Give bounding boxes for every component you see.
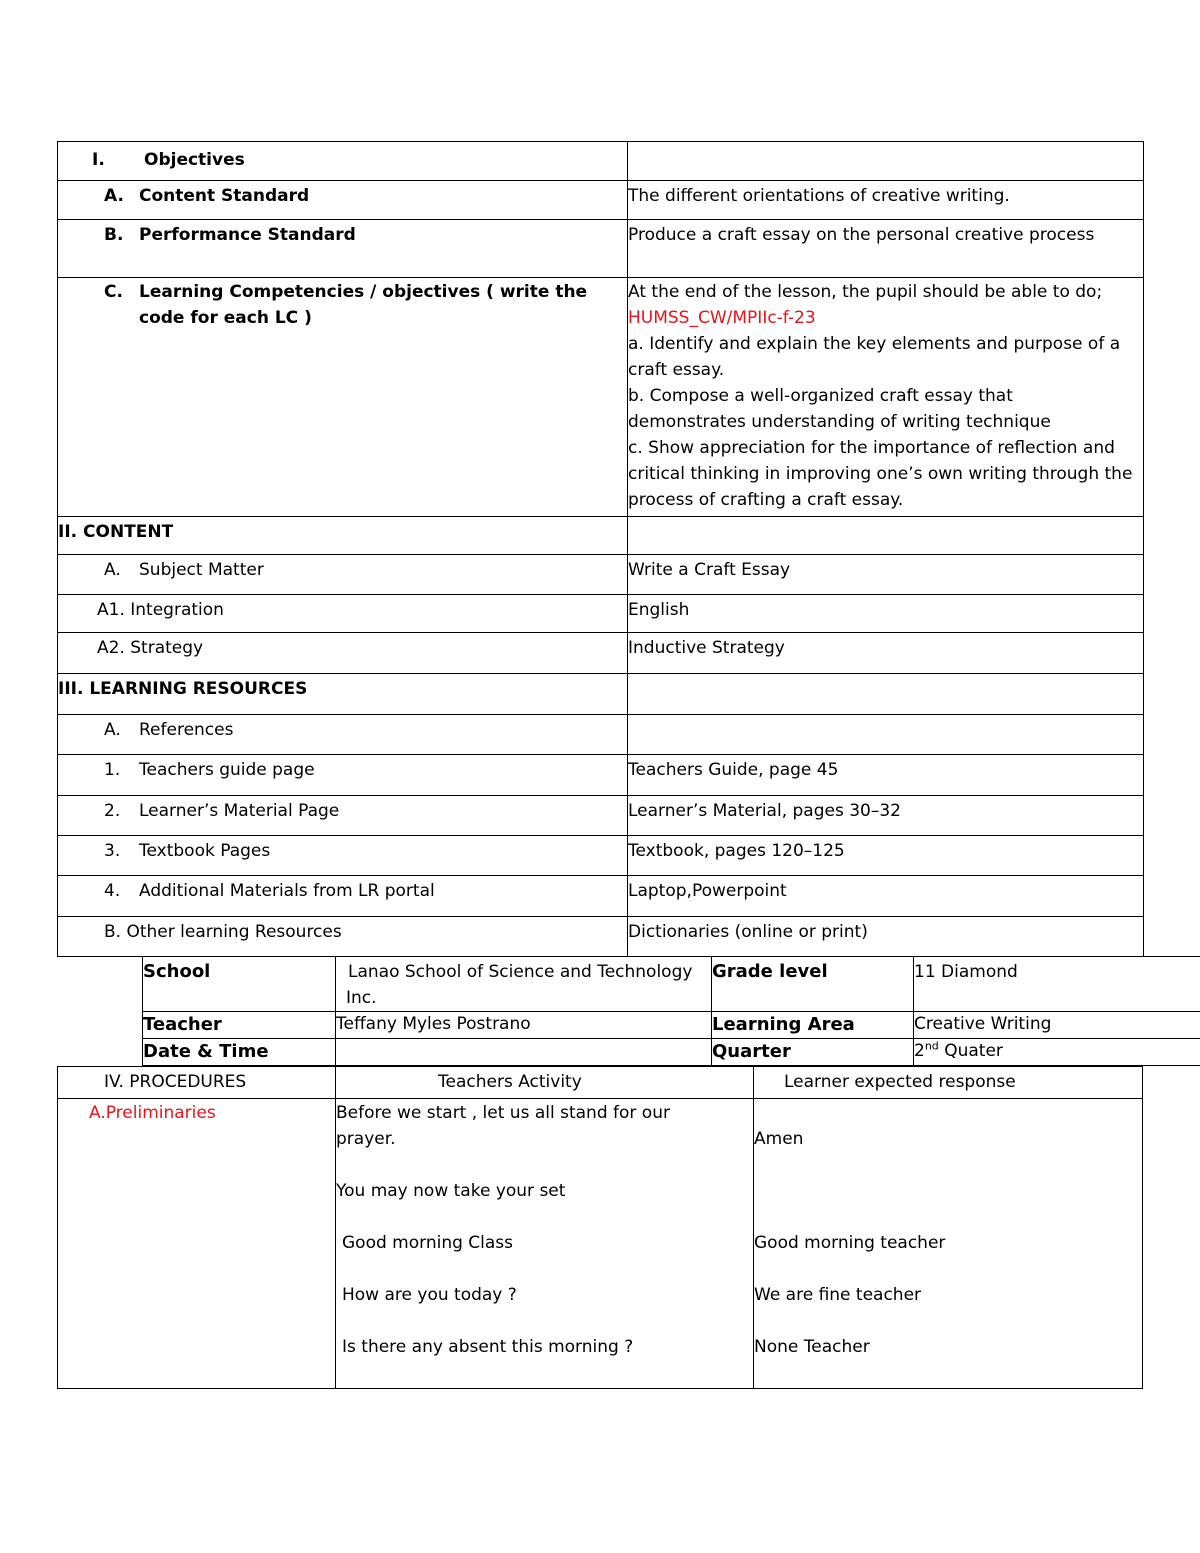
teachers-activity-cell <box>336 1099 754 1389</box>
objectives-row <box>58 142 1144 181</box>
quarter-ordinal: nd <box>924 1039 939 1053</box>
preliminaries-label: A.Preliminaries <box>58 1099 336 1389</box>
references-row <box>58 715 1144 755</box>
preliminaries-row <box>58 1099 1143 1389</box>
competencies-letter: C. <box>104 282 123 302</box>
performance-standard-row <box>58 220 1144 278</box>
subject-matter-value: Write a Craft Essay <box>628 555 1144 595</box>
content-heading: II. CONTENT <box>58 517 628 555</box>
performance-standard-value: Produce a craft essay on the personal creative process <box>628 220 1144 278</box>
resource-row <box>58 876 1144 917</box>
objectives-heading: Objectives <box>144 150 245 170</box>
learner-line: Amen <box>754 1129 804 1149</box>
resource-number: 3. <box>104 841 121 861</box>
quarter-label: Quarter <box>712 1039 914 1066</box>
procedures-header-row <box>58 1067 1143 1099</box>
teacher-value: Teffany Myles Postrano <box>336 1012 712 1039</box>
objective-b: b. Compose a well-organized craft essay that demonstrates understanding of writing technique <box>628 386 1051 432</box>
competencies-label: Learning Competencies / objectives ( write the code for each LC ) <box>139 282 588 328</box>
procedures-heading: IV. PROCEDURES <box>58 1067 336 1099</box>
strategy-value: Inductive Strategy <box>628 633 1144 674</box>
competencies-value <box>628 278 1144 517</box>
objective-a: a. Identify and explain the key elements and purpose of a craft essay. <box>628 334 1121 380</box>
resource-value: Laptop,Powerpoint <box>628 876 1144 917</box>
teacher-line: Is there any absent this morning ? <box>342 1337 634 1357</box>
learning-area-label: Learning Area <box>712 1012 914 1039</box>
resource-number: 1. <box>104 760 121 780</box>
content-standard-row <box>58 181 1144 220</box>
competencies-row <box>58 278 1144 517</box>
resource-label: Additional Materials from LR portal <box>139 881 435 901</box>
other-resources-value: Dictionaries (online or print) <box>628 917 1144 957</box>
resource-label: Teachers guide page <box>139 760 315 780</box>
learning-resources-heading: III. LEARNING RESOURCES <box>58 674 628 715</box>
resource-number: 2. <box>104 801 121 821</box>
subject-matter-row <box>58 555 1144 595</box>
lesson-header-table <box>142 956 1200 1066</box>
content-standard-letter: A. <box>104 186 124 206</box>
school-value: Lanao School of Science and Technology Inc. <box>336 957 712 1012</box>
learner-line: We are fine teacher <box>754 1285 922 1305</box>
performance-standard-label: Performance Standard <box>139 225 356 245</box>
school-label: School <box>143 957 336 1012</box>
references-letter: A. <box>104 720 121 740</box>
quarter-value <box>914 1039 1200 1066</box>
subject-matter-label: Subject Matter <box>139 560 264 580</box>
resource-row <box>58 755 1144 796</box>
learner-response-cell <box>754 1099 1143 1389</box>
learner-response-heading: Learner expected response <box>754 1067 1143 1099</box>
objectives-roman: I. <box>92 150 105 170</box>
objective-c: c. Show appreciation for the importance of reflection and critical thinking in improving one’s own writing through the process of crafting a craft essay. <box>628 438 1133 510</box>
integration-row <box>58 595 1144 633</box>
grade-level-label: Grade level <box>712 957 914 1012</box>
teacher-row <box>143 1012 1200 1039</box>
competencies-intro: At the end of the lesson, the pupil should be able to do; <box>628 282 1103 302</box>
date-time-label: Date & Time <box>143 1039 336 1066</box>
subject-matter-letter: A. <box>104 560 121 580</box>
performance-standard-letter: B. <box>104 225 124 245</box>
quarter-word: Quater <box>944 1041 1003 1061</box>
teacher-label: Teacher <box>143 1012 336 1039</box>
objectives-value <box>628 142 1144 181</box>
resource-row <box>58 836 1144 876</box>
learner-line: Good morning teacher <box>754 1233 946 1253</box>
school-row <box>143 957 1200 1012</box>
other-resources-row <box>58 917 1144 957</box>
date-time-value <box>336 1039 712 1066</box>
date-row <box>143 1039 1200 1066</box>
other-resources-label: B. Other learning Resources <box>58 917 628 957</box>
content-standard-label: Content Standard <box>139 186 310 206</box>
teacher-line: You may now take your set <box>336 1181 566 1201</box>
resource-value: Teachers Guide, page 45 <box>628 755 1144 796</box>
procedures-table <box>57 1066 1143 1389</box>
resource-row <box>58 796 1144 836</box>
resource-number: 4. <box>104 881 121 901</box>
teacher-line: Before we start , let us all stand for our prayer. <box>336 1103 670 1149</box>
resource-label: Learner’s Material Page <box>139 801 340 821</box>
strategy-row <box>58 633 1144 674</box>
grade-level-value: 11 Diamond <box>914 957 1200 1012</box>
quarter-number: 2 <box>914 1041 925 1061</box>
teacher-line: Good morning Class <box>342 1233 514 1253</box>
integration-value: English <box>628 595 1144 633</box>
content-standard-value: The different orientations of creative writing. <box>628 181 1144 220</box>
strategy-label: A2. Strategy <box>58 633 628 674</box>
lesson-plan-table <box>57 141 1144 957</box>
integration-label: A1. Integration <box>58 595 628 633</box>
references-label: References <box>139 720 234 740</box>
resource-value: Textbook, pages 120–125 <box>628 836 1144 876</box>
learning-resources-row <box>58 674 1144 715</box>
teacher-line: How are you today ? <box>342 1285 517 1305</box>
resource-value: Learner’s Material, pages 30–32 <box>628 796 1144 836</box>
content-heading-row <box>58 517 1144 555</box>
learner-line: None Teacher <box>754 1337 870 1357</box>
competency-code: HUMSS_CW/MPIIc-f-23 <box>628 308 816 328</box>
resource-label: Textbook Pages <box>139 841 271 861</box>
teachers-activity-heading: Teachers Activity <box>336 1067 754 1099</box>
learning-area-value: Creative Writing <box>914 1012 1200 1039</box>
